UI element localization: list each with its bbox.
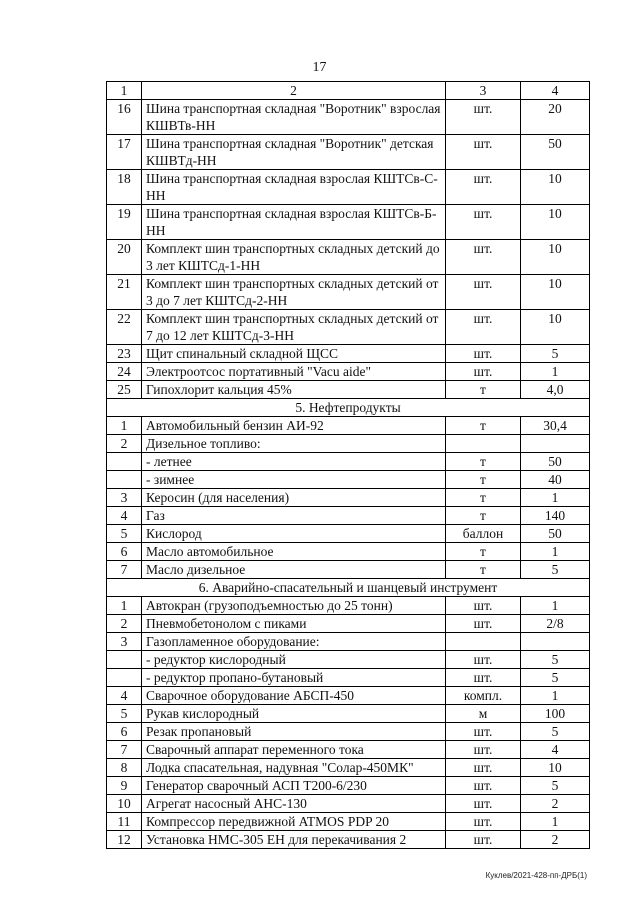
row-number: 10: [107, 795, 142, 813]
table-row: [107, 205, 590, 240]
row-number: 7: [107, 561, 142, 579]
table-row: [107, 813, 590, 831]
row-number: [107, 471, 142, 489]
table-row: [107, 240, 590, 275]
row-number: 2: [107, 435, 142, 453]
table-row: [107, 453, 590, 471]
inventory-table: [106, 81, 590, 849]
item-unit: шт.: [446, 310, 521, 345]
item-name: Шина транспортная складная взрослая КШТСв-Б-НН: [142, 205, 446, 240]
row-number: 18: [107, 170, 142, 205]
table-row: [107, 543, 590, 561]
item-unit: баллон: [446, 525, 521, 543]
table-row: [107, 597, 590, 615]
table-row: [107, 100, 590, 135]
header-col-unit: 3: [446, 82, 521, 100]
table-row: [107, 363, 590, 381]
item-name: Комплект шин транспортных складных детский от 7 до 12 лет КШТСд-3-НН: [142, 310, 446, 345]
row-number: 1: [107, 597, 142, 615]
item-quantity: 5: [521, 651, 590, 669]
item-name: Дизельное топливо:: [142, 435, 446, 453]
item-quantity: 1: [521, 363, 590, 381]
table-row: [107, 795, 590, 813]
item-quantity: 4: [521, 741, 590, 759]
item-quantity: 10: [521, 275, 590, 310]
item-quantity: 1: [521, 813, 590, 831]
item-unit: шт.: [446, 363, 521, 381]
item-name: Сварочный аппарат переменного тока: [142, 741, 446, 759]
item-unit: шт.: [446, 597, 521, 615]
table-row: [107, 525, 590, 543]
item-unit: шт.: [446, 275, 521, 310]
table-row: [107, 507, 590, 525]
row-number: 11: [107, 813, 142, 831]
row-number: 7: [107, 741, 142, 759]
item-quantity: [521, 435, 590, 453]
table-row: [107, 170, 590, 205]
item-quantity: 2: [521, 831, 590, 849]
row-number: 9: [107, 777, 142, 795]
item-name: Шина транспортная складная взрослая КШТСв-С-НН: [142, 170, 446, 205]
item-name: Газопламенное оборудование:: [142, 633, 446, 651]
item-quantity: 10: [521, 205, 590, 240]
item-name: - редуктор кислородный: [142, 651, 446, 669]
table-row: [107, 381, 590, 399]
item-name: Компрессор передвижной ATMOS PDP 20: [142, 813, 446, 831]
item-unit: т: [446, 417, 521, 435]
item-name: Генератор сварочный АСП Т200-6/230: [142, 777, 446, 795]
section-heading-petroleum: 5. Нефтепродукты: [107, 399, 590, 417]
document-code: Куклев/2021-428-пп-ДРБ(1): [485, 871, 587, 880]
row-number: [107, 453, 142, 471]
row-number: 5: [107, 525, 142, 543]
item-unit: шт.: [446, 205, 521, 240]
item-name: Шина транспортная складная "Воротник" детская КШВТд-НН: [142, 135, 446, 170]
item-unit: т: [446, 543, 521, 561]
item-name: Лодка спасательная, надувная "Солар-450МК": [142, 759, 446, 777]
table-row: [107, 669, 590, 687]
table-row: [107, 471, 590, 489]
row-number: 12: [107, 831, 142, 849]
table-row: [107, 633, 590, 651]
item-unit: шт.: [446, 813, 521, 831]
section-heading-rescue-tools: 6. Аварийно-спасательный и шанцевый инструмент: [107, 579, 590, 597]
page-number: 17: [312, 60, 327, 75]
item-unit: т: [446, 507, 521, 525]
item-quantity: 1: [521, 687, 590, 705]
row-number: 19: [107, 205, 142, 240]
item-quantity: 4,0: [521, 381, 590, 399]
item-unit: шт.: [446, 240, 521, 275]
item-name: Установка НМС-305 ЕН для перекачивания 2: [142, 831, 446, 849]
item-quantity: 10: [521, 170, 590, 205]
item-unit: шт.: [446, 741, 521, 759]
item-quantity: 140: [521, 507, 590, 525]
item-name: - летнее: [142, 453, 446, 471]
item-quantity: 20: [521, 100, 590, 135]
item-unit: шт.: [446, 345, 521, 363]
header-col-quantity: 4: [521, 82, 590, 100]
item-quantity: 5: [521, 777, 590, 795]
item-quantity: 5: [521, 723, 590, 741]
header-col-name: 2: [142, 82, 446, 100]
item-name: Сварочное оборудование АБСП-450: [142, 687, 446, 705]
row-number: 3: [107, 489, 142, 507]
item-unit: шт.: [446, 759, 521, 777]
item-quantity: 10: [521, 310, 590, 345]
item-name: - редуктор пропано-бутановый: [142, 669, 446, 687]
table-row: [107, 741, 590, 759]
header-row: [107, 82, 590, 100]
row-number: 5: [107, 705, 142, 723]
table-row: [107, 561, 590, 579]
section-row: [107, 399, 590, 417]
row-number: 8: [107, 759, 142, 777]
item-quantity: 5: [521, 561, 590, 579]
item-name: Масло дизельное: [142, 561, 446, 579]
item-quantity: 5: [521, 669, 590, 687]
row-number: 1: [107, 417, 142, 435]
item-quantity: 40: [521, 471, 590, 489]
item-unit: компл.: [446, 687, 521, 705]
table-row: [107, 417, 590, 435]
item-name: Агрегат насосный АНС-130: [142, 795, 446, 813]
item-quantity: 50: [521, 135, 590, 170]
item-quantity: 10: [521, 759, 590, 777]
item-name: Пневмобетонолом с пиками: [142, 615, 446, 633]
row-number: 6: [107, 723, 142, 741]
table-body: [107, 82, 590, 849]
table-row: [107, 435, 590, 453]
item-quantity: 50: [521, 453, 590, 471]
item-unit: шт.: [446, 135, 521, 170]
item-unit: шт.: [446, 651, 521, 669]
row-number: 4: [107, 507, 142, 525]
row-number: 22: [107, 310, 142, 345]
table-row: [107, 723, 590, 741]
item-unit: шт.: [446, 669, 521, 687]
row-number: [107, 651, 142, 669]
item-unit: т: [446, 561, 521, 579]
table-row: [107, 310, 590, 345]
table-row: [107, 759, 590, 777]
item-unit: шт.: [446, 170, 521, 205]
item-unit: [446, 633, 521, 651]
table-row: [107, 275, 590, 310]
item-unit: т: [446, 453, 521, 471]
item-name: Кислород: [142, 525, 446, 543]
row-number: 20: [107, 240, 142, 275]
row-number: 3: [107, 633, 142, 651]
row-number: 25: [107, 381, 142, 399]
item-name: Резак пропановый: [142, 723, 446, 741]
item-name: - зимнее: [142, 471, 446, 489]
item-name: Газ: [142, 507, 446, 525]
row-number: 21: [107, 275, 142, 310]
item-unit: шт.: [446, 777, 521, 795]
item-quantity: 5: [521, 345, 590, 363]
item-quantity: 2/8: [521, 615, 590, 633]
item-name: Щит спинальный складной ЩСС: [142, 345, 446, 363]
table-row: [107, 705, 590, 723]
item-quantity: 1: [521, 543, 590, 561]
item-quantity: 2: [521, 795, 590, 813]
table-row: [107, 651, 590, 669]
item-quantity: [521, 633, 590, 651]
item-name: Рукав кислородный: [142, 705, 446, 723]
row-number: 24: [107, 363, 142, 381]
item-quantity: 1: [521, 489, 590, 507]
item-unit: шт.: [446, 615, 521, 633]
item-name: Шина транспортная складная "Воротник" взрослая КШВТв-НН: [142, 100, 446, 135]
item-unit: шт.: [446, 795, 521, 813]
row-number: 2: [107, 615, 142, 633]
item-name: Масло автомобильное: [142, 543, 446, 561]
item-quantity: 1: [521, 597, 590, 615]
item-unit: т: [446, 471, 521, 489]
item-unit: шт.: [446, 100, 521, 135]
table-row: [107, 345, 590, 363]
item-name: Автомобильный бензин АИ-92: [142, 417, 446, 435]
item-name: Электроотсос портативный "Vacu aide": [142, 363, 446, 381]
item-unit: т: [446, 489, 521, 507]
item-quantity: 100: [521, 705, 590, 723]
section-row: [107, 579, 590, 597]
row-number: 6: [107, 543, 142, 561]
item-quantity: 10: [521, 240, 590, 275]
item-unit: шт.: [446, 723, 521, 741]
item-name: Комплект шин транспортных складных детский от 3 до 7 лет КШТСд-2-НН: [142, 275, 446, 310]
header-col-number: 1: [107, 82, 142, 100]
item-name: Автокран (грузоподъемностью до 25 тонн): [142, 597, 446, 615]
item-unit: [446, 435, 521, 453]
item-unit: шт.: [446, 831, 521, 849]
item-quantity: 50: [521, 525, 590, 543]
table-row: [107, 831, 590, 849]
table-row: [107, 135, 590, 170]
row-number: 16: [107, 100, 142, 135]
table-row: [107, 489, 590, 507]
item-quantity: 30,4: [521, 417, 590, 435]
table-row: [107, 615, 590, 633]
item-name: Керосин (для населения): [142, 489, 446, 507]
item-unit: т: [446, 381, 521, 399]
item-name: Комплект шин транспортных складных детский до 3 лет КШТСд-1-НН: [142, 240, 446, 275]
row-number: 4: [107, 687, 142, 705]
item-unit: м: [446, 705, 521, 723]
table-row: [107, 687, 590, 705]
row-number: 17: [107, 135, 142, 170]
row-number: 23: [107, 345, 142, 363]
item-name: Гипохлорит кальция 45%: [142, 381, 446, 399]
row-number: [107, 669, 142, 687]
table-row: [107, 777, 590, 795]
